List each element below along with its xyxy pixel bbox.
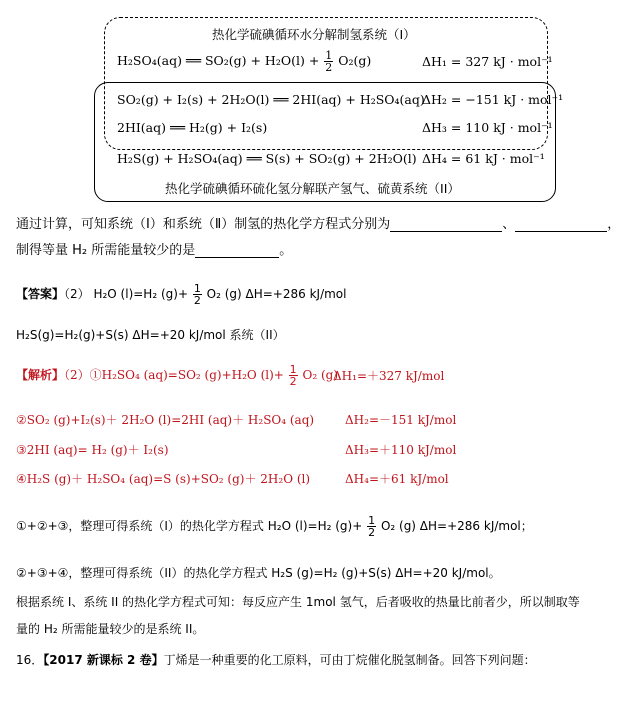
answer-line-2: H₂S(g)=H₂(g)+S(s) ΔH=+20 kJ/mol 系统（II） — [16, 328, 285, 342]
reaction-4-enthalpy: ΔH₄ = 61 kJ · mol⁻¹ — [422, 151, 545, 166]
reaction-3: 2HI(aq) ══ H₂(g) + I₂(s) — [117, 120, 268, 135]
answer-label: 【答案】 — [16, 287, 65, 301]
reaction-1 — [117, 50, 371, 73]
answer-line-1: 【答案】（2） H₂O (l)=H₂ (g)+ $\frac{1}{2}$ O₂ (g) ΔH=+286 kJ/mol — [16, 282, 347, 307]
question-line-2: 制得等量 H₂ 所需能量较少的是 。 — [16, 243, 293, 258]
analysis-enthalpy-2: ΔH₂=－151 kJ/mol — [345, 413, 457, 427]
conclusion-line-1: ①+②+③，整理可得系统（I）的热化学方程式 H₂O (l)=H₂ (g)+ $\frac{1}{2}$ O₂ (g) ΔH=+286 kJ/mol； — [16, 514, 533, 539]
reaction-4: H₂S(g) + H₂SO₄(aq) ══ S(s) + SO₂(g) + 2H₂O(l) — [117, 151, 417, 166]
analysis-line-2: ②SO₂ (g)+I₂(s)＋ 2H₂O (l)=2HI (aq)＋ H₂SO₄ (aq) — [16, 413, 315, 427]
half-fraction: $\frac{1}{2}$ — [325, 49, 333, 74]
conclusion-line-4: 量的 H₂ 所需能量较少的是系统 II。 — [16, 622, 205, 636]
question-text: 丁烯是一种重要的化工原料，可由丁烷催化脱氢制备。回答下列问题： — [163, 653, 536, 667]
reaction-1-enthalpy: ΔH₁ = 327 kJ · mol⁻¹ — [422, 54, 553, 69]
analysis-label: 【解析】 — [16, 368, 65, 382]
reaction-3-enthalpy: ΔH₃ = 110 kJ · mol⁻¹ — [422, 120, 553, 135]
analysis-line-1: 【解析】（2）①H₂SO₄ (aq)=SO₂ (g)+H₂O (l)+ $\frac{1}{2}$ O₂ (g) — [16, 363, 339, 388]
answer-blank-1[interactable] — [390, 219, 502, 232]
analysis-enthalpy-4: ΔH₄=＋61 kJ/mol — [345, 472, 449, 486]
reaction-1-equation: H₂SO₄(aq) ══ SO₂(g) + H₂O(l) + — [117, 53, 320, 68]
analysis-enthalpy-1: ΔH₁=＋327 kJ/mol — [333, 369, 445, 383]
conclusion-line-3: 根据系统 I、系统 II 的热化学方程式可知：每反应产生 1mol 氢气，后者吸收的热量比前者少，所以制取等 — [16, 595, 580, 609]
analysis-enthalpy-3: ΔH₃=＋110 kJ/mol — [345, 443, 457, 457]
conclusion-line-2: ②+③+④，整理可得系统（II）的热化学方程式 H₂S (g)=H₂ (g)+S(s) ΔH=+20 kJ/mol。 — [16, 566, 501, 580]
next-question — [16, 651, 536, 668]
reaction-2-enthalpy: ΔH₂ = −151 kJ · mol⁻¹ — [422, 92, 564, 107]
answer-blank-3[interactable] — [195, 245, 279, 258]
system-1-title: 热化学硫碘循环水分解制氢系统（I） — [212, 27, 416, 42]
question-number: 16． — [16, 653, 44, 667]
half-fraction: $\frac{1}{2}$ — [289, 363, 297, 388]
half-fraction: $\frac{1}{2}$ — [193, 282, 201, 307]
half-fraction: $\frac{1}{2}$ — [368, 514, 376, 539]
question-source: 【2017 新课标 2 卷】 — [43, 653, 164, 667]
answer-blank-2[interactable] — [515, 219, 607, 232]
question-line-1: 通过计算，可知系统（Ⅰ）和系统（Ⅱ）制氢的热化学方程式分别为 、 ， — [16, 217, 621, 232]
system-2-title: 热化学硫碘循环硫化氢分解联产氢气、硫黄系统（II） — [165, 181, 460, 196]
reaction-2: SO₂(g) + I₂(s) + 2H₂O(l) ══ 2HI(aq) + H₂SO₄(aq) — [117, 92, 425, 107]
analysis-line-3: ③2HI (aq)= H₂ (g)＋ I₂(s) — [16, 443, 169, 457]
analysis-line-4: ④H₂S (g)＋ H₂SO₄ (aq)=S (s)+SO₂ (g)＋ 2H₂O (l) — [16, 472, 311, 486]
reaction-1-tail: O₂(g) — [338, 53, 372, 68]
